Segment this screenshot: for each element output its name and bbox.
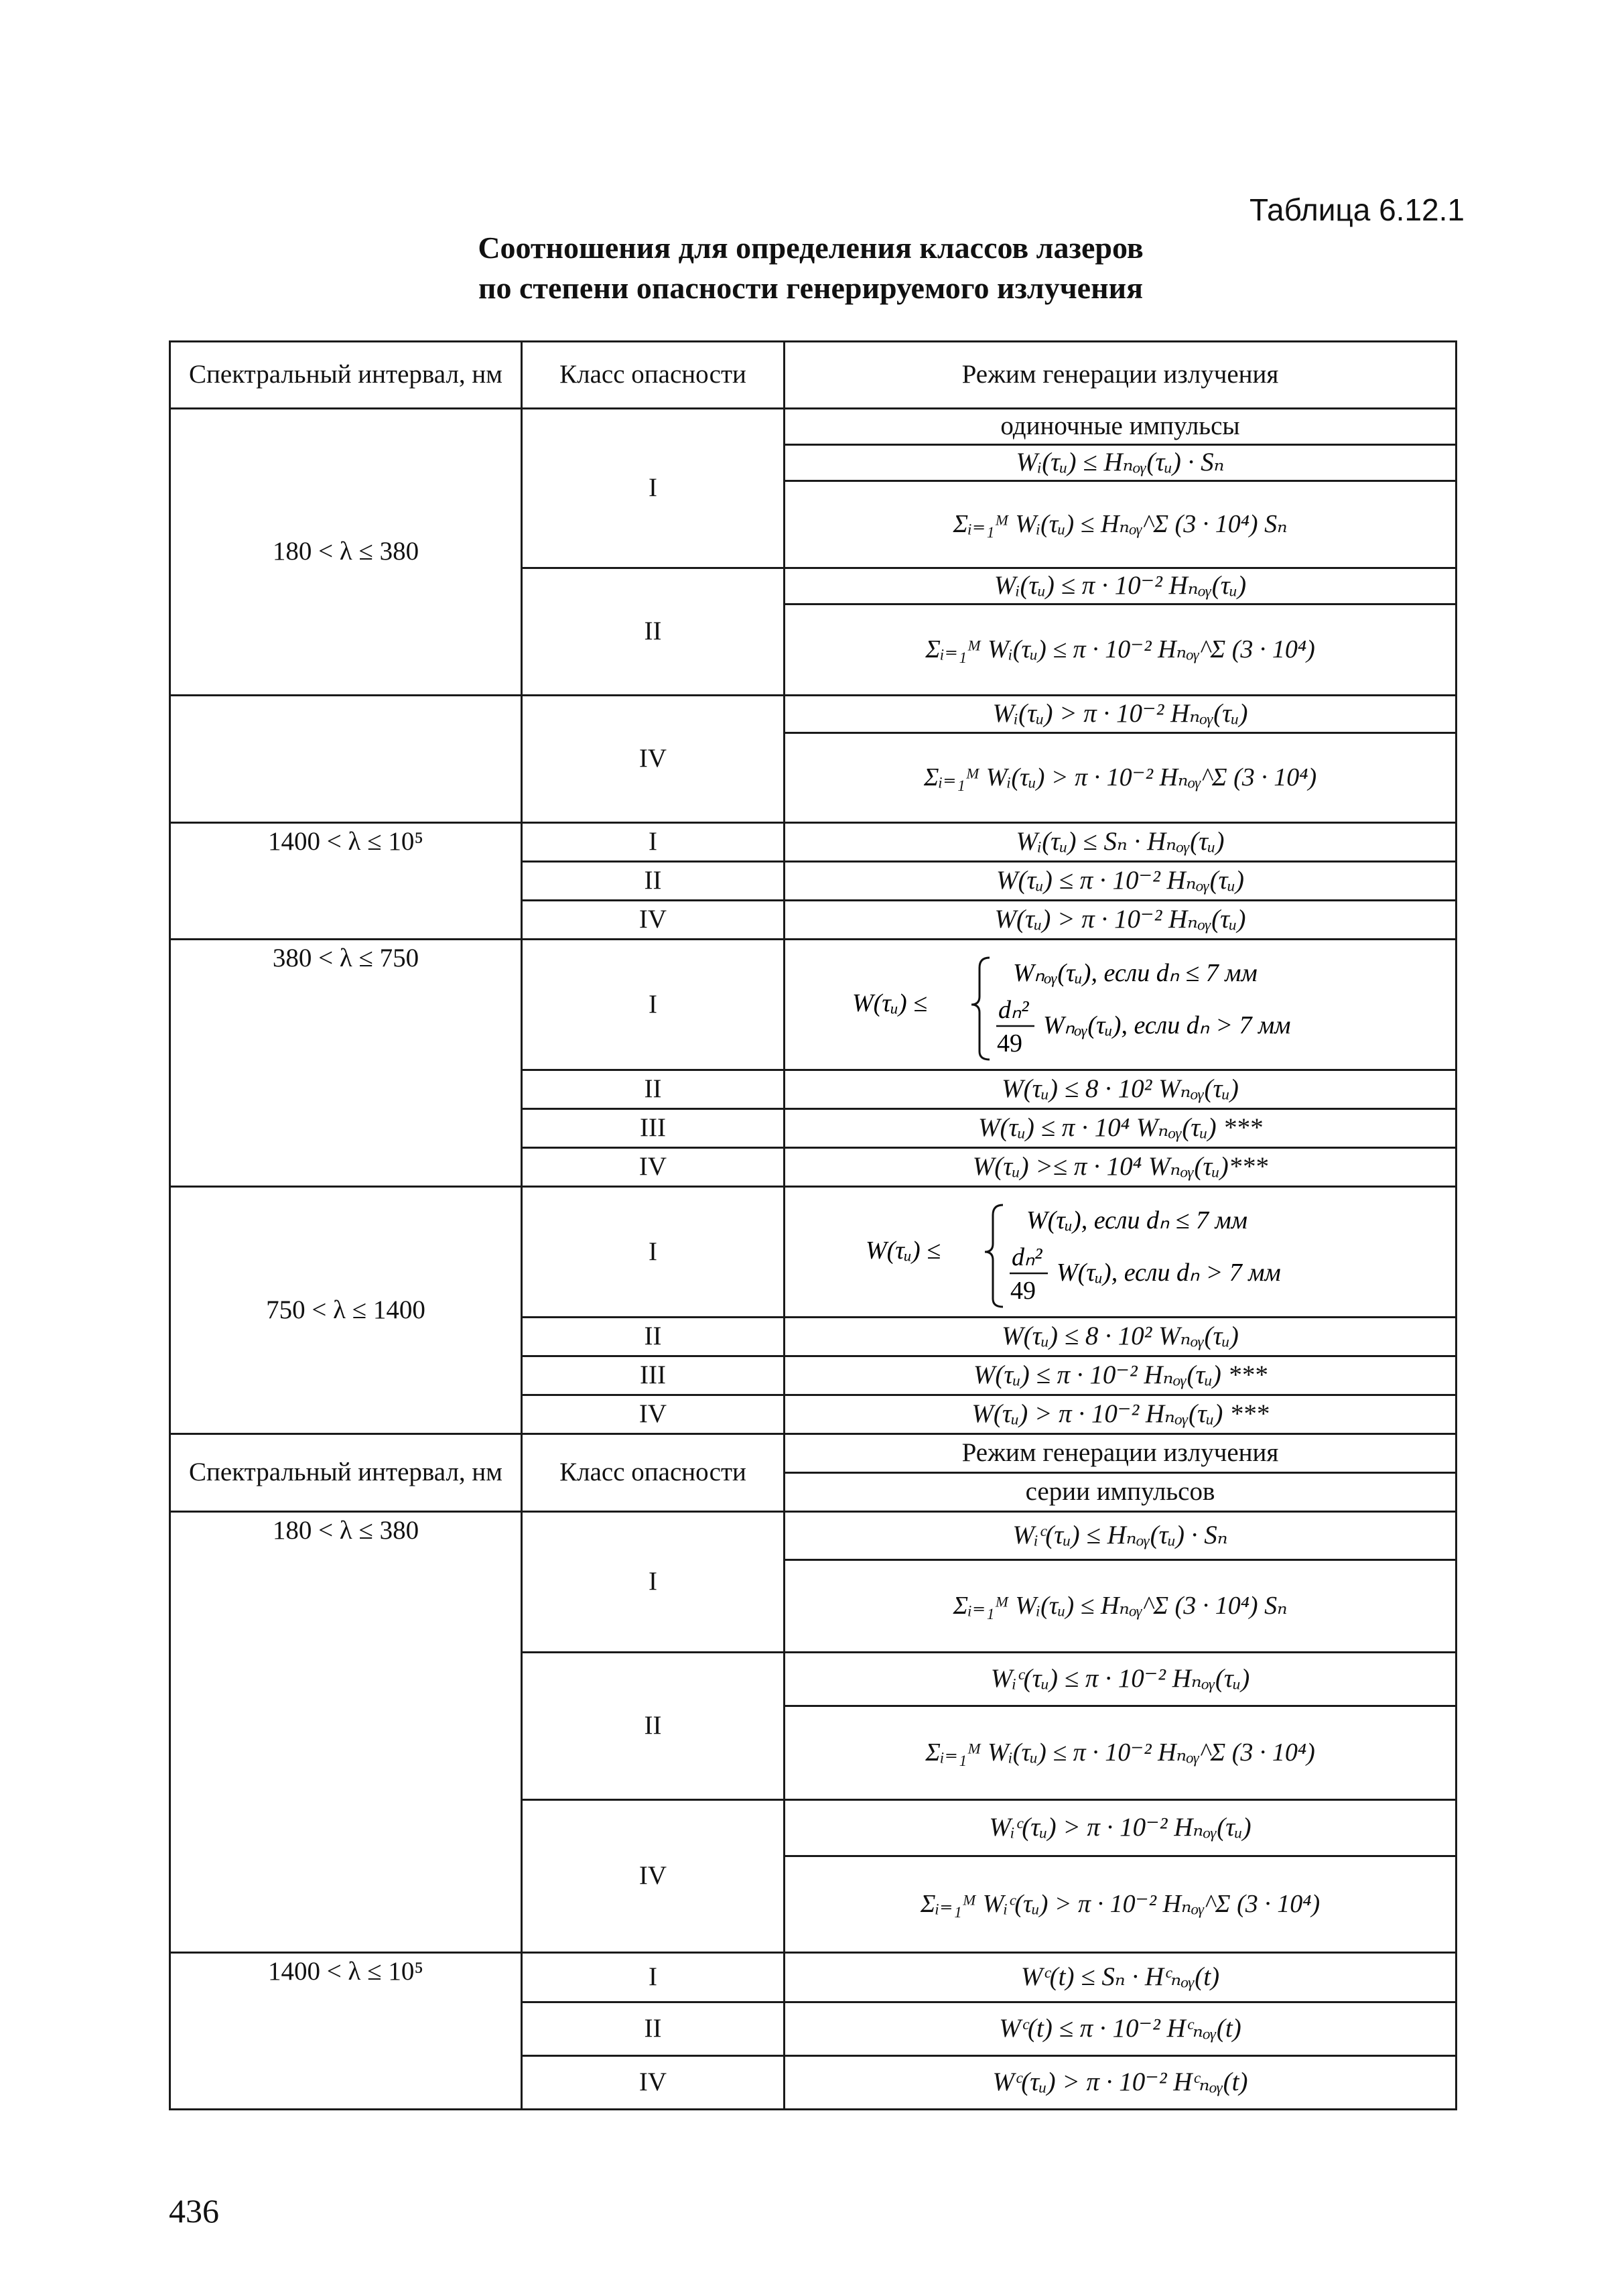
class-cell: II xyxy=(522,862,785,901)
interval-cell: 180 < λ ≤ 380 xyxy=(170,1512,522,1953)
class-cell: II xyxy=(522,1318,785,1356)
piecewise-case-1: W(τᵤ), если dₙ ≤ 7 мм xyxy=(1026,1206,1247,1234)
class-cell: I xyxy=(522,1187,785,1318)
piecewise-case-1: Wₙₒᵧ(τᵤ), если dₙ ≤ 7 мм xyxy=(1013,959,1258,987)
class-cell: I xyxy=(522,940,785,1070)
interval-cell: 750 < λ ≤ 1400 xyxy=(170,1187,522,1434)
table-row xyxy=(170,940,1457,1070)
formula-cell: Σᵢ₌₁ᴹ Wᵢ(τᵤ) ≤ Hₙₒᵧ^Σ (3 · 10⁴) Sₙ xyxy=(785,481,1457,568)
title-line-1: Соотношения для определения классов лазеров xyxy=(478,231,1144,265)
interval-cell: 180 < λ ≤ 380 xyxy=(170,409,522,696)
table-row xyxy=(170,1187,1457,1318)
piecewise-formula xyxy=(846,944,1395,1065)
formula-cell: Σᵢ₌₁ᴹ Wᵢᶜ(τᵤ) > π · 10⁻² Hₙₒᵧ^Σ (3 · 10⁴) xyxy=(785,1856,1457,1953)
class-cell: II xyxy=(522,2002,785,2056)
class-cell: III xyxy=(522,1356,785,1395)
formula-cell: Wᶜ(t) ≤ π · 10⁻² Hᶜₙₒᵧ(t) xyxy=(785,2002,1457,2056)
class-cell: III xyxy=(522,1109,785,1148)
table-row xyxy=(170,409,1457,445)
formula-cell: Wᵢᶜ(τᵤ) ≤ π · 10⁻² Hₙₒᵧ(τᵤ) xyxy=(785,1653,1457,1706)
formula-cell: Wᵢᶜ(τᵤ) ≤ Hₙₒᵧ(τᵤ) · Sₙ xyxy=(785,1512,1457,1560)
piecewise-case-2: W(τᵤ), если dₙ > 7 мм xyxy=(1057,1259,1281,1287)
class-cell: IV xyxy=(522,1395,785,1434)
class-cell: II xyxy=(522,568,785,696)
table-header-row xyxy=(170,1434,1457,1473)
piecewise-lhs: W(τᵤ) ≤ xyxy=(866,1236,941,1265)
formula-cell: W(τᵤ) ≤ π · 10⁻² Hₙₒᵧ(τᵤ) *** xyxy=(785,1356,1457,1395)
class-cell: IV xyxy=(522,2056,785,2110)
table-row xyxy=(170,1512,1457,1560)
left-brace-icon xyxy=(985,1205,1003,1307)
table-row xyxy=(170,823,1457,862)
fraction-numerator: dₙ² xyxy=(998,996,1029,1024)
header-class: Класс опасности xyxy=(522,1434,785,1512)
formula-cell: W(τᵤ) ≤ 8 · 10² Wₙₒᵧ(τᵤ) xyxy=(785,1070,1457,1109)
formula-cell: Wᵢ(τᵤ) ≤ Sₙ · Hₙₒᵧ(τᵤ) xyxy=(785,823,1457,862)
interval-cell: 1400 < λ ≤ 10⁵ xyxy=(170,823,522,940)
header-mode: Режим генерации излучения xyxy=(785,342,1457,409)
interval-cell: 1400 < λ ≤ 10⁵ xyxy=(170,1953,522,2110)
table-header-row xyxy=(170,342,1457,409)
piecewise-formula-cell xyxy=(785,1187,1457,1318)
table-title xyxy=(375,228,1246,308)
formula-cell: Σᵢ₌₁ᴹ Wᵢ(τᵤ) ≤ π · 10⁻² Hₙₒᵧ^Σ (3 · 10⁴) xyxy=(785,604,1457,696)
formula-cell: Σᵢ₌₁ᴹ Wᵢ(τᵤ) > π · 10⁻² Hₙₒᵧ^Σ (3 · 10⁴) xyxy=(785,733,1457,823)
formula-cell: Wᶜ(τᵤ) > π · 10⁻² Hᶜₙₒᵧ(t) xyxy=(785,2056,1457,2110)
page-number: 436 xyxy=(169,2192,219,2230)
table-number: Таблица 6.12.1 xyxy=(1249,192,1465,227)
formula-cell: Wᵢ(τᵤ) > π · 10⁻² Hₙₒᵧ(τᵤ) xyxy=(785,696,1457,733)
class-cell: II xyxy=(522,1653,785,1800)
formula-cell: Σᵢ₌₁ᴹ Wᵢ(τᵤ) ≤ Hₙₒᵧ^Σ (3 · 10⁴) Sₙ xyxy=(785,1560,1457,1653)
piecewise-case-2: Wₙₒᵧ(τᵤ), если dₙ > 7 мм xyxy=(1043,1011,1291,1039)
class-cell: IV xyxy=(522,1148,785,1187)
class-cell: I xyxy=(522,1953,785,2002)
piecewise-formula-cell xyxy=(785,940,1457,1070)
table-row xyxy=(170,1953,1457,2002)
left-brace-icon xyxy=(971,958,990,1060)
header-interval: Спектральный интервал, нм xyxy=(170,342,522,409)
formula-cell: Wᵢᶜ(τᵤ) > π · 10⁻² Hₙₒᵧ(τᵤ) xyxy=(785,1800,1457,1856)
formula-cell: W(τᵤ) > π · 10⁻² Hₙₒᵧ(τᵤ) xyxy=(785,901,1457,940)
fraction-denominator: 49 xyxy=(997,1029,1022,1058)
laser-class-table xyxy=(169,340,1457,2110)
formula-cell: W(τᵤ) ≤ π · 10⁴ Wₙₒᵧ(τᵤ) *** xyxy=(785,1109,1457,1148)
piecewise-formula xyxy=(846,1192,1395,1312)
subheader-cell: серии импульсов xyxy=(785,1473,1457,1512)
table-row xyxy=(170,696,1457,733)
class-cell: I xyxy=(522,409,785,568)
class-cell: IV xyxy=(522,901,785,940)
title-line-2: по степени опасности генерируемого излучения xyxy=(478,271,1143,305)
class-cell: IV xyxy=(522,1800,785,1953)
formula-cell: Wᶜ(t) ≤ Sₙ · Hᶜₙₒᵧ(t) xyxy=(785,1953,1457,2002)
header-mode: Режим генерации излучения xyxy=(785,1434,1457,1473)
formula-cell: W(τᵤ) ≤ π · 10⁻² Hₙₒᵧ(τᵤ) xyxy=(785,862,1457,901)
header-class: Класс опасности xyxy=(522,342,785,409)
formula-cell: Σᵢ₌₁ᴹ Wᵢ(τᵤ) ≤ π · 10⁻² Hₙₒᵧ^Σ (3 · 10⁴) xyxy=(785,1706,1457,1800)
class-cell: II xyxy=(522,1070,785,1109)
formula-cell: W(τᵤ) ≤ 8 · 10² Wₙₒᵧ(τᵤ) xyxy=(785,1318,1457,1356)
fraction-denominator: 49 xyxy=(1010,1277,1036,1305)
piecewise-lhs: W(τᵤ) ≤ xyxy=(852,989,928,1017)
formula-cell: W(τᵤ) >≤ π · 10⁴ Wₙₒᵧ(τᵤ)*** xyxy=(785,1148,1457,1187)
formula-cell: W(τᵤ) > π · 10⁻² Hₙₒᵧ(τᵤ) *** xyxy=(785,1395,1457,1434)
formula-cell: Wᵢ(τᵤ) ≤ Hₙₒᵧ(τᵤ) · Sₙ xyxy=(785,445,1457,481)
header-interval: Спектральный интервал, нм xyxy=(170,1434,522,1512)
subheader-cell: одиночные импульсы xyxy=(785,409,1457,445)
formula-cell: Wᵢ(τᵤ) ≤ π · 10⁻² Hₙₒᵧ(τᵤ) xyxy=(785,568,1457,604)
interval-cell-empty xyxy=(170,696,522,823)
class-cell: I xyxy=(522,1512,785,1653)
class-cell: I xyxy=(522,823,785,862)
class-cell: IV xyxy=(522,696,785,823)
fraction-numerator: dₙ² xyxy=(1012,1243,1042,1271)
interval-cell: 380 < λ ≤ 750 xyxy=(170,940,522,1187)
